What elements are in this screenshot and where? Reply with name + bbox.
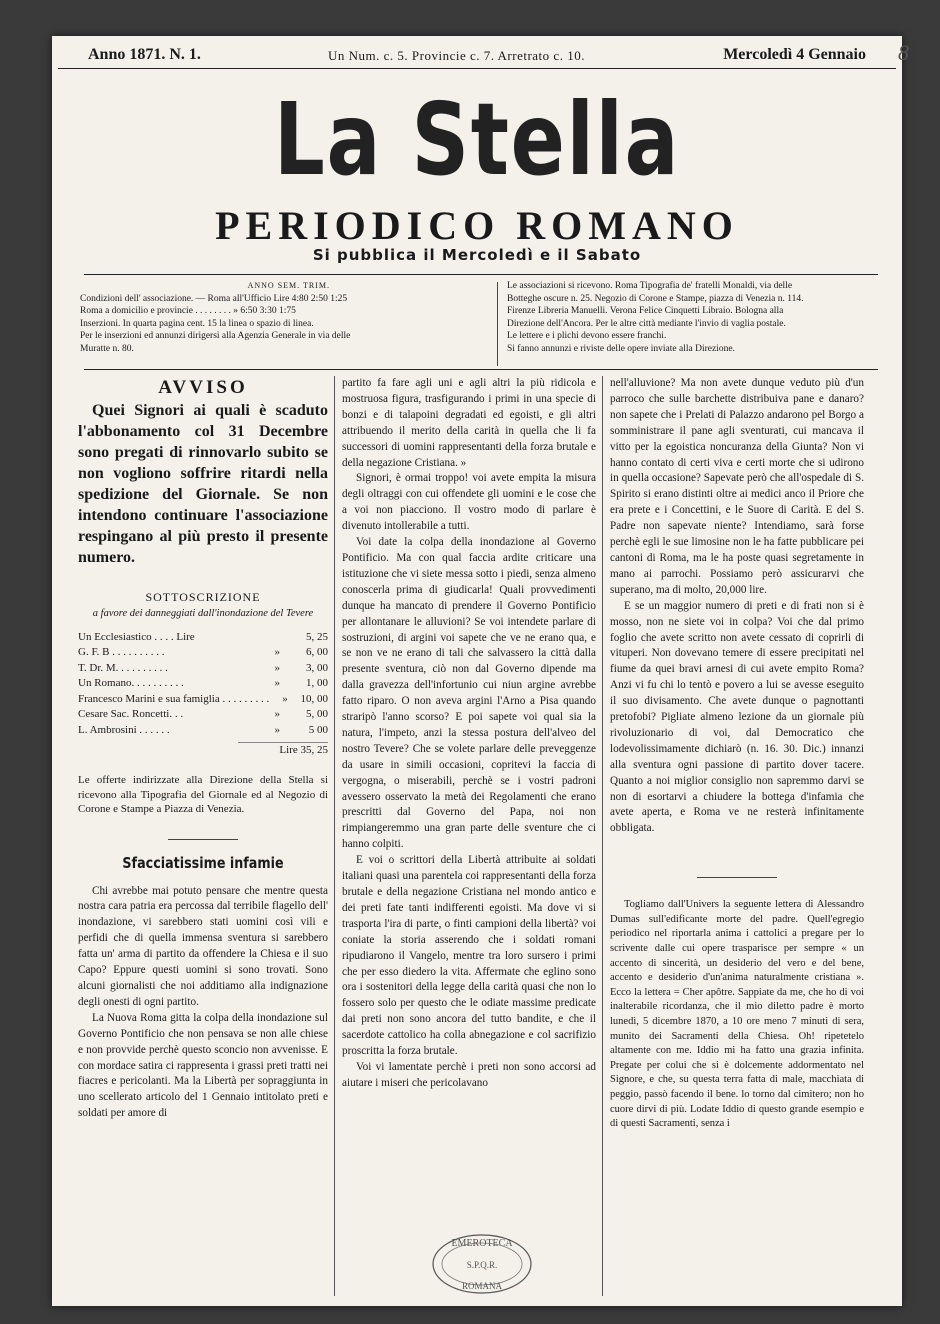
page-mark: 8 — [898, 40, 909, 65]
subscription-conditions — [80, 280, 480, 355]
donation-amount: 6, 00 — [306, 646, 328, 659]
offerte-note: Le offerte indirizzate alla Direzione della Stella si ricevono alla Tipografia del Giornale ed al Negozio di Corone e Stampe a Piazza di Venezia. — [78, 774, 328, 816]
article-paragraph: nell'alluvione? Ma non avete dunque veduto più d'un parroco che sulle barchette distribuiva pane e danaro? non sapete che i Prelati di Palazzo andarono pel Borgo a somministrare il pane agli sventurati, cui mancava il vitto per la egoistica noncuranza della Giunta? Non vi hanno contato di certi viva e certi morte che si udirono in quella occasione? Sapevate però che all'ospedale di S. Spirito si erano distinti oltre ai medici anco il Priore che era prete e i Concettini, e le Suore di Carità. E del S. Padre non sapevate niente? Intendiamo, sarà forse perchè egli le sue limosine non le ha fatte pubblicare pei cantoni di Roma, ma le ha poste quasi segretamente in mano ai parrochi. Possiamo però assicurarvi che superano, ma di molto, 20,000 lire. — [610, 377, 864, 596]
info-line: Le associazioni si ricevono. Roma Tipografia de' fratelli Monaldi, via delle — [507, 281, 793, 291]
issue-date: Mercoledì 4 Gennaio — [723, 46, 866, 63]
avviso-title: AVVISO — [158, 377, 248, 398]
masthead-subtitle: PERIODICO ROMANO — [215, 203, 739, 248]
header-strip — [58, 46, 896, 69]
dumas-letter: Togliamo dall'Univers la seguente lettera di Alessandro Dumas sull'edificante morte del padre. Quell'egregio periodico nel riportarla anima i cattolici a pregare per lo scrivente dalle cui opere traspariscе per sempre « un accento di sincerità, un desiderio del vero e del bene, accento e desiderio d'un'anima naturalmente cristiana ». Ecco la lettera = Cher apôtre. Sappiate da me, che ho di voi inalterabile ricordanza, che il mio diletto padre è morto lunedì, 5 dicembre 1870, a 10 ore meno 7 minuti di sera, munito dei Sacramenti della Chiesa. Oh! ripetetelo altamente con me. Iddio mi ha fatto una grazia infinita. Pregate per colui che si è dolcemente addormentato nel Signore, e che, su questa terra fatta di male, macchiata di peggio, passò facendo il bene. lo torno dal cimitero; non ho cuore dirvi di più. Lodate Iddio di questo grande esempio e di questi Sacramenti, senza i — [610, 899, 864, 1130]
donor-name: Un Romano. . . . . . . . . . — [78, 677, 184, 690]
donation-unit: » — [274, 661, 280, 674]
donation-row — [78, 645, 328, 661]
avviso-body: Quei Signori ai quali è scaduto l'abbonamento col 31 Decembre sono pregati di rinnovarlo subito se non vogliono soffrire ritardi nella spedizione del Giornale. Se non intendono continuare l'associazione respingano al più presto il presente numero. — [78, 401, 328, 566]
article-paragraph: Signori, è ormai troppo! voi avete empita la misura degli oltraggi con cui offendete gli uomini e le cose che a voi non piacciono. Il vostro modo di parlare è divenuto intollerabile a tutti. — [342, 472, 596, 533]
info-line: Si fanno annunzi e riviste delle opere inviate alla Direzione. — [507, 343, 735, 354]
info-line: Inserzioni. In quarta pagina cent. 15 la linea o spazio di linea. — [80, 318, 314, 329]
article-paragraph: E se un maggior numero di preti e di frati non si è mosso, non ne siete voi in colpa? Voi che dal primo foglio che avete scritto non avete cessato di coprirli di vituperi. Non dovevano temere di essere precipitati nel fiume da quei bravi arnesi di cui avete empito Roma? Anzi vi fu chi lo tentò e povero a lui se avesse eseguito il suo divisamento. Che avete dunque o pagnottanti pretofobi? Pigliate almeno lezione da un giornale più rivoluzionario di voi, dal Democratico che lodevolissimamente dichiarò (n. 16. 30. Dic.) innanzi alla sventura ogni passione di partito dover tacere. Quanto a noi miglior consiglio non sapremmo darvi se non di esortarvi a chiudere la bottega d'infamia che avete aperta, e Roma ve ne resterà infinitamente obbligata. — [610, 599, 864, 835]
donation-unit: » — [282, 692, 288, 705]
info-line: Botteghe oscure n. 25. Negozio di Corone e Stampe, piazza di Venezia n. 114. — [507, 293, 804, 304]
donation-row — [78, 723, 328, 739]
donor-name: Un Ecclesiastico . . . . Lire — [78, 630, 195, 643]
donation-amount: 5, 25 — [306, 630, 328, 643]
column-rule — [334, 376, 335, 1296]
info-line: Le lettere e i plichi devono essere franchi. — [507, 331, 667, 341]
article-paragraph: partito fa fare agli uni e agli altri la più ridicola e mostruosa figura, trasfigurando i primi in una specie di bonzi e di talapoini degradati ed egoisti, e gli altri attribuendo il merito della carità in quella che li fa successori di uomini rappresentanti della forza brutale e della negazione Cristiana. » — [342, 377, 596, 469]
donor-name: T. Dr. M. . . . . . . . . . — [78, 661, 168, 674]
donor-name: G. F. B . . . . . . . . . . — [78, 646, 165, 659]
issue-number: Anno 1871. N. 1. — [88, 46, 201, 63]
article-paragraph: La Nuova Roma gitta la colpa della inondazione sul Governo Pontificio che non pensava se non alle chiese e non provvide perchè questo sconcio non avvenisse. E con mordace satira ci rappresenta i grassi preti tratti nei fiacres e pericolanti. Ma la Libertà per sopraggiunta in uno scellerato articolo del 1 Gennaio intitolato preti e soldati per amore di — [78, 1011, 328, 1120]
price-columns-head: ANNO SEM. TRIM. — [247, 281, 330, 290]
divider — [84, 369, 878, 370]
donation-row — [78, 707, 328, 723]
info-line: Condizioni dell' associazione. — Roma all'Ufficio Lire 4:80 2:50 1:25 — [80, 293, 348, 304]
donation-amount: 3, 00 — [306, 661, 328, 674]
info-line: Muratte n. 80. — [80, 343, 134, 354]
stamp-text-middle: S.P.Q.R. — [466, 1260, 498, 1270]
donor-name: L. Ambrosini . . . . . . — [78, 723, 170, 736]
donation-amount: 1, 00 — [306, 677, 328, 690]
column-3 — [610, 376, 864, 1132]
column-rule — [602, 376, 603, 1296]
column-1 — [78, 376, 328, 1122]
publication-schedule: Si pubblica il Mercoledì e il Sabato — [312, 246, 642, 264]
info-line: Firenze Libreria Manuelli. Verona Felice Cinquetti Libraio. Bologna alla — [507, 306, 784, 316]
stamp-text-bottom: ROMANA — [461, 1281, 503, 1291]
donation-amount: 5, 00 — [306, 708, 328, 721]
donation-unit: » — [274, 646, 280, 659]
divider — [84, 274, 878, 275]
donation-table — [78, 630, 328, 739]
donation-amount: 5 00 — [308, 723, 328, 736]
donation-total: Lire 35, 25 — [238, 742, 328, 759]
column-2 — [342, 376, 596, 1092]
library-stamp — [430, 1232, 534, 1296]
divider — [497, 282, 498, 366]
donation-row — [78, 692, 328, 708]
newspaper-page — [52, 36, 909, 1306]
donation-unit: » — [274, 723, 280, 736]
donation-row — [78, 676, 328, 692]
info-line: Roma a domicilio e provincie . . . . . . . . » 6:50 3:30 1:75 — [80, 306, 296, 316]
info-line: Per le inserzioni ed annunzi dirigersi alla Agenzia Generale in via delle — [80, 331, 351, 341]
article-paragraph: Voi vi lamentate perchè i preti non sono accorsi ad aiutare i miseri che pericolavano — [342, 1060, 596, 1089]
divider — [168, 839, 238, 840]
stamp-text-top: EMEROTECA — [451, 1238, 513, 1249]
donation-row — [78, 661, 328, 677]
article-paragraph: E voi o scrittori della Libertà attribuite ai soldati italiani quasi una parentela coi rappresentanti della forza brutale e della negazione Cristiana nel mondo antico e dei preti fate tanti indifferenti egoisti. Ma dove vi si trasporta l'ira di parte, o finti campioni della libertà? voi coniate la storia asserendo che i soldati romani ripudiarono il Vangelo, mentre tra loro sursero i primi che per esso diedero la vita. Affermate che eglino sono ora i sostenitori della legge della carità quasi che non lo fossero solo per questo che le odiate massime predicate dai preti non sono ancora del tutto bandite, e che il sacerdote cattolico ha colla abnegazione e col sacrifizio proscritta la forza brutale. — [342, 854, 596, 1058]
donation-amount: 10, 00 — [300, 692, 328, 705]
donation-unit — [258, 630, 280, 646]
sottoscrizione-title: SOTTOSCRIZIONE — [145, 589, 261, 604]
donation-unit: » — [274, 708, 280, 721]
donation-unit: » — [274, 677, 280, 690]
donor-name: Francesco Marini e sua famiglia . . . . . . . . . — [78, 692, 270, 705]
donor-name: Cesare Sac. Roncetti. . . — [78, 708, 184, 721]
info-line: Direzione dell'Ancora. Per le altre città mediante l'invio di vaglia postale. — [507, 318, 786, 329]
masthead-title: La Stella — [273, 81, 681, 198]
divider — [697, 877, 777, 878]
article-title: Sfacciatissime infamie — [122, 853, 284, 872]
price-info: Un Num. c. 5. Provincie c. 7. Arretrato c. 10. — [328, 48, 585, 63]
subscription-offices — [507, 280, 877, 355]
article-paragraph: Voi date la colpa della inondazione al Governo Pontificio. Ma con qual faccia ardite criticare una istituzione che vi siete messa sotto i piedi, senza almeno conoscerla prima di giudicarla! Quali provvedimenti dunque ha mancato di prendere il Governo Pontificio per allontanare le alluvioni? Se voi intendete parlare di sostruzioni, di argini voi sapete che ve ne erano qua, e se non ve ne erano di tali che salvassero la città dalla presente sventura, ciò non dal Governo dipende ma dalla gravezza dell'infortunio cui niun argine avrebbe fatto riparo. O non aveva argini l'Arno a Pisa quando straripò l'anno scorso? E poi sapete voi qual sia la natura, l'impeto, anzi la stessa postura dell'alveo del nostro Tevere? Che se volete parlare delle preveggenze da usare in simili occasioni, copritevi la faccia di vergogna, o miserabili, perchè se i vostri padroni avessero osservato la metà dei Regolamenti che erano prescritti dal Governo del Papa, noi non rimpiangeremmo una gran parte delle sventure che ci hanno colpiti. — [342, 536, 596, 851]
article-paragraph: Chi avrebbe mai potuto pensare che mentre questa nostra cara patria era percossa dal terribile flagello dell' inondazione, vi sarebbero stati uomini così vili e perfidi che di quella immensa sventura si sarebbero fatta un' arma di partito da offendere la Chiesa e il suo Capo? Eppure questi uomini si sono trovati. Sono alcuni giornalisti che noi additiamo alla indignazione degli onesti di ogni partito. — [78, 884, 328, 1008]
donation-row — [78, 630, 328, 646]
sottoscrizione-subtitle: a favore dei danneggiati dall'inondazione del Tevere — [92, 607, 314, 619]
